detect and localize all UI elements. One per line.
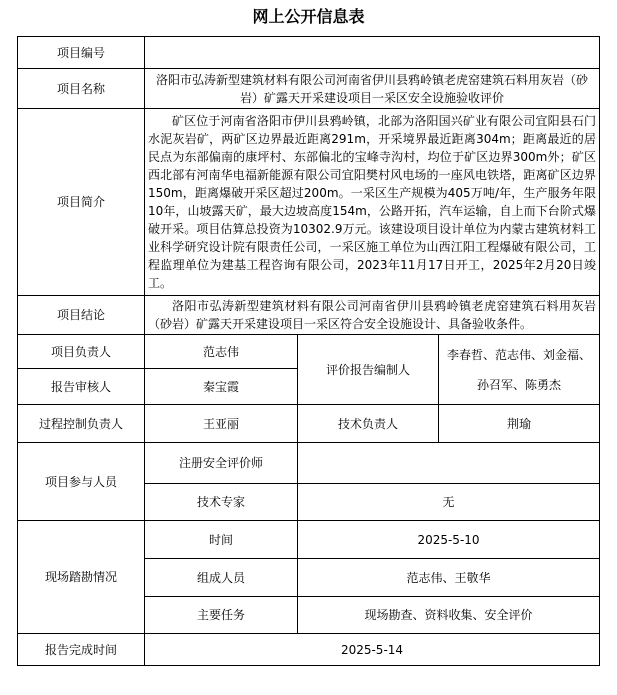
registered-evaluator-label: 注册安全评价师: [145, 443, 298, 484]
row-project-number: [18, 37, 600, 69]
report-compilers-value: 李春哲、范志伟、刘金福、孙召军、陈勇杰: [439, 335, 600, 405]
project-name-value: 洛阳市弘涛新型建筑材料有限公司河南省伊川县鸦岭镇老虎窑建筑石料用灰岩（砂岩）矿露天开采建设项目一采区安全设施验收评价: [145, 69, 600, 109]
row-project-leader: [18, 335, 600, 369]
process-controller-value: 王亚丽: [145, 405, 298, 443]
process-controller-label: 过程控制负责人: [18, 405, 145, 443]
row-report-completion: [18, 634, 600, 666]
row-process-controller: [18, 405, 600, 443]
report-reviewer-label: 报告审核人: [18, 369, 145, 405]
row-project-conclusion: [18, 296, 600, 335]
site-survey-label: 现场踏勘情况: [18, 521, 145, 634]
survey-tasks-label: 主要任务: [145, 597, 298, 634]
technical-expert-value: 无: [298, 484, 600, 521]
technical-leader-label: 技术负责人: [298, 405, 439, 443]
survey-time-value: 2025-5-10: [298, 521, 600, 559]
survey-team-label: 组成人员: [145, 559, 298, 597]
project-summary-value: 矿区位于河南省洛阳市伊川县鸦岭镇，北部为洛阳国兴矿业有限公司宜阳县石门水泥灰岩矿，两矿区边界最近距离291m，开采境界最近距离304m；距离最近的居民点为东部偏南的康坪村、东部偏北的宝峰寺沟村，均位于矿区边界300m外；矿区西北部有河南华电福新能源有限公司宜阳樊村风电场的一座风电铁塔，距离矿区边界150m，距离爆破开采区超过200m。一采区生产规模为405万吨/年，生产服务年限10年，山坡露天矿，最大边坡高度154m，公路开拓，汽车运输，自上而下台阶式爆破开采。项目估算总投资为10302.9万元。该建设项目设计单位为内蒙古建筑材料工业科学研究设计院有限责任公司，一采区施工单位为山西江阳工程爆破有限公司，工程监理单位为建基工程咨询有限公司，2023年11月17日开工，2025年2月20日竣工。: [148, 114, 596, 290]
participants-label: 项目参与人员: [18, 443, 145, 521]
project-leader-label: 项目负责人: [18, 335, 145, 369]
row-project-summary: [18, 109, 600, 296]
row-survey-time: [18, 521, 600, 559]
project-conclusion-label: 项目结论: [18, 296, 145, 335]
report-completion-label: 报告完成时间: [18, 634, 145, 666]
technical-leader-value: 荆瑜: [439, 405, 600, 443]
technical-expert-label: 技术专家: [145, 484, 298, 521]
report-reviewer-value: 秦宝霞: [145, 369, 298, 405]
registered-evaluator-value: [298, 443, 600, 484]
report-compilers-label: 评价报告编制人: [298, 335, 439, 405]
survey-team-value: 范志伟、王敬华: [298, 559, 600, 597]
report-completion-value: 2025-5-14: [145, 634, 600, 666]
page-title: 网上公开信息表: [252, 7, 365, 26]
survey-time-label: 时间: [145, 521, 298, 559]
project-number-value: [145, 37, 600, 69]
row-registered-evaluator: [18, 443, 600, 484]
project-name-label: 项目名称: [18, 69, 145, 109]
project-summary-label: 项目简介: [18, 109, 145, 296]
project-number-label: 项目编号: [18, 37, 145, 69]
project-conclusion-value: 洛阳市弘涛新型建筑材料有限公司河南省伊川县鸦岭镇老虎窑建筑石料用灰岩（砂岩）矿露天开采建设项目一采区符合安全设施设计、具备验收条件。: [148, 299, 596, 331]
survey-tasks-value: 现场勘查、资料收集、安全评价: [298, 597, 600, 634]
project-leader-value: 范志伟: [145, 335, 298, 369]
row-project-name: [18, 69, 600, 109]
info-table: [17, 36, 600, 666]
